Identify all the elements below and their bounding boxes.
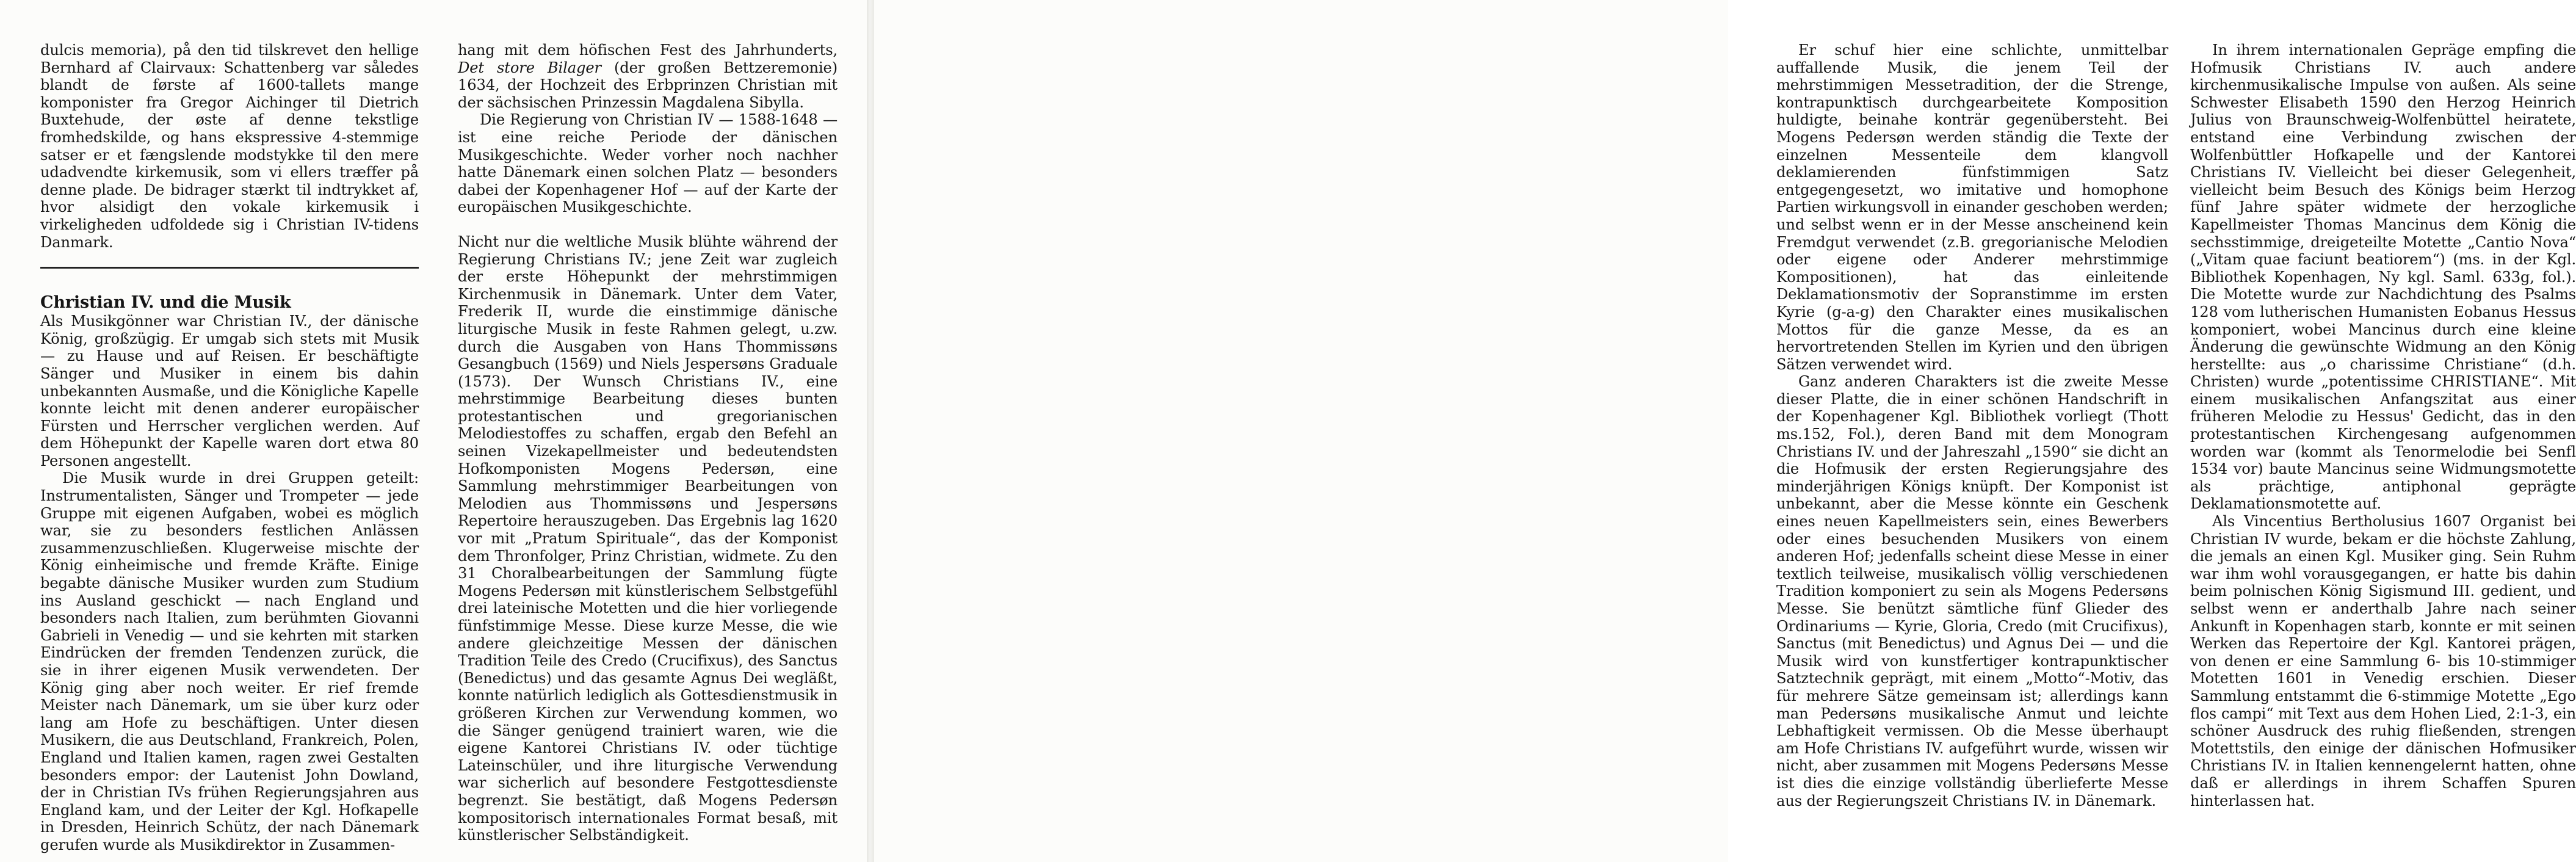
- paragraph-internationales-gepraege: In ihrem internationalen Gepräge empfing die Hofmusik Christians IV. auch andere kirchenmusikalische Impulse von außen. Als seine Schwester Elisabeth 1590 den Herzog Heinrich Julius von Braunschweig-Wolfenbüttel heiratete, entstand eine Verbindung zwischen der Wolfenbüttler Hofkapelle und der Kantorei Christians IV. Vielleicht bei dieser Gelegenheit, vielleicht beim Besuch des Königs beim Herzog fünf Jahre später widmete der herzogliche Kapellmeister Thomas Mancinus dem König die sechsstimmige, dreigeteilte Motette „Cantio Nova“ („Vitam quae faciunt beatiorem“) (ms. in der Kgl. Bibliothek Kopenhagen, Ny kgl. Saml. 633g, fol.). Die Motette wurde zur Nachdichtung des Psalms 128 vom lutherischen Humanisten Eobanus Hessus komponiert, wobei Mancinus durch eine kleine Änderung die gewünschte Widmung an den König herstellte: aus „o charissime Christiane“ (d.h. Christen) wurde „potentissime CHRISTIANE“. Mit einem musikalischen Anfangszitat aus einer früheren Melodie zu Hessus' Gedicht, das in den protestantischen Kirchengesang aufgenommen worden war (kommt als Tenormelodie bei Senfl 1534 vor) baute Mancinus seine Widmungsmotette als prächtige, antiphonal geprägte Deklamationsmotette auf.: [2190, 42, 2576, 513]
- paragraph-bertholusius: Als Vincentius Bertholusius 1607 Organist bei Christian IV wurde, bekam er die höchste Zahlung, die jemals an einen Kgl. Musiker ging. Sein Ruhm war ihm wohl vorausgegangen, er hatte bis dahin beim polnischen König Sigismund III. gedient, und selbst wenn er anderthalb Jahre nach seiner Ankunft in Kopenhagen starb, konnte er mit seinen Werken das Repertoire der Kgl. Kantorei prägen, von denen er eine Sammlung 6- bis 10-stimmiger Motetten 1601 in Venedig erschien. Dieser Sammlung entstammt die 6-stimmige Motette „Ego flos campi“ mit Text aus dem Hohen Lied, 2:1-3, ein schöner Ausdruck des ruhig fließenden, strengen Motettstils, den einige der dänischen Hofmusiker Christians IV. in Italien kennengelernt hatten, ohne daß er allerdings in ihrem Schaffen Spuren hinterlassen hat.: [2190, 513, 2576, 809]
- paragraph-regierung: Die Regierung von Christian IV — 1588-1648 — ist eine reiche Periode der dänischen Musikgeschichte. Weder vorher noch nachher hatte Dänemark einen solchen Platz — besonders dabei der Kopenhagener Hof — auf der Karte der europäischen Musikgeschichte.: [458, 111, 838, 216]
- paragraph-drei-gruppen: Die Musik wurde in drei Gruppen geteilt: Instrumentalisten, Sänger und Trompeter — jede Gruppe mit eigenen Aufgaben, wobei es möglich war, sie zu besonders festlichen Anlässen zusammenzuschließen. Klugerweise mischte der König einheimische und fremde Kräfte. Einige begabte dänische Musiker wurden zum Studium ins Ausland geschickt — nach England und besonders nach Italien, zum berühmten Giovanni Gabrieli in Venedig — und sie kehrten mit starken Eindrücken der fremden Tendenzen zurück, die sie in ihrer eigenen Musik verwendeten. Der König ging aber noch weiter. Er rief fremde Meister nach Dänemark, um sie über kurz oder lang am Hofe zu beschäftigen. Unter diesen Musikern, die aus Deutschland, Frankreich, Polen, England und Italien kamen, ragen zwei Gestalten besonders empor: der Lautenist John Dowland, der in Christian IVs frühen Regierungsjahren aus England kam, und der Leiter der Kgl. Hofkapelle in Dresden, Heinrich Schütz, der nach Dänemark gerufen wurde als Musikdirektor in Zusammen-: [40, 469, 419, 853]
- paragraph-hoefisches-fest-start: hang mit dem höfischen Fest des Jahrhunderts,: [458, 42, 838, 59]
- section-heading: Christian IV. und die Musik: [40, 293, 291, 313]
- danish-intro-paragraph: dulcis memoria), på den tid tilskrevet den hellige Bernhard af Clairvaux: Schattenberg var således blandt de første af 1600-tallets mange komponister fra Gregor Aichinger til Dietrich Buxtehude, der øste af denne tekstlige fromhedskilde, og hans ekspressive 4-stemmige satser er et fængslende modstykke til den mere udadvendte kirkemusik, som vi ellers træffer på denne plade. De bidrager stærkt til indtrykket af, hvor alsidigt den vokale kirkemusik i virkeligheden udfoldede sig i Christian IV-tidens Danmark.: [40, 42, 419, 251]
- section-divider-rule: [40, 267, 419, 269]
- paragraph-zweite-messe: Ganz anderen Charakters ist die zweite Messe dieser Platte, die in einer schönen Handschrift in der Kopenhagener Kgl. Bibliothek vorliegt (Thott ms.152, Fol.), deren Band mit dem Monogram Christians IV. und der Jahreszahl „1590“ sie dicht an die Hofmusik der ersten Regierungsjahre des minderjährigen Königs knüpft. Der Komponist ist unbekannt, aber die Messe könnte ein Geschenk eines neuen Kapellmeisters sein, eines Bewerbers oder eines besuchenden Musikers von einem anderen Hof; jedenfalls scheint diese Messe in einer textlich teilweise, musikalisch völlig verschiedenen Tradition komponiert zu sein als Mogens Pedersøns Messe. Sie benützt sämtliche fünf Glieder des Ordinariums — Kyrie, Gloria, Credo (mit Crucifixus), Sanctus (mit Benedictus) und Agnus Dei — und die Musik wird von kunstfertiger kontrapunktischer Satztechnik geprägt, mit einem „Motto“-Motiv, das für mehrere Sätze gemeinsam ist; allerdings kann man Pedersøns musikalische Anmut und leichte Lebhaftigkeit vermissen. Ob die Messe überhaupt am Hofe Christians IV. aufgeführt wurde, wissen wir nicht, aber zusammen mit Mogens Pedersøns Messe ist dies die einzige vollständig überlieferte Messe aus der Regierungszeit Christians IV. in Dänemark.: [1776, 373, 2168, 809]
- det-store-bilager-title: Det store Bilager: [458, 59, 601, 76]
- right-page: [874, 0, 2576, 862]
- paragraph-hoefisches-fest: [458, 42, 838, 111]
- column-2: [458, 42, 838, 844]
- paragraph-kirchenmusik: Nicht nur die weltliche Musik blühte während der Regierung Christians IV.; jene Zeit war zugleich der erste Höhepunkt der mehrstimmigen Kirchenmusik in Dänemark. Unter dem Vater, Frederik II, wurde die einstimmige dänische liturgische Musik in feste Rahmen gelegt, u.zw. durch die Ausgaben von Hans Thommissøns Gesangbuch (1569) und Niels Jespersøns Graduale (1573). Der Wunsch Christians IV., eine mehrstimmige Bearbeitung dieses bunten protestantischen und gregorianischen Melodiestoffes zu schaffen, ergab den Befehl an seinen Vizekapellmeister und bedeutendsten Hofkomponisten Mogens Pedersøn, eine Sammlung mehrstimmiger Bearbeitungen von Melodien aus Thommissøns und Jespersøns Repertoire herauszugeben. Das Ergebnis lag 1620 vor mit „Pratum Spirituale“, das der Komponist dem Thronfolger, Prinz Christian, widmete. Zu den 31 Choralbearbeitungen der Sammlung fügte Mogens Pedersøn mit künstlerischem Selbstgefühl drei lateinische Motetten und die hier vorliegende fünfstimmige Messe. Diese kurze Messe, die wie andere gleichzeitige Messen der dänischen Tradition Teile des Credo (Crucifixus), des Sanctus (Benedictus) und das gesamte Agnus Dei wegläßt, konnte natürlich lediglich als Gottesdienstmusik in größeren Kirchen zur Verwendung kommen, wo die Sänger genügend trainiert waren, wie die eigene Kantorei Christians IV. oder tüchtige Lateinschüler, und ihre liturgische Verwendung war sicherlich auf besondere Festgottesdienste begrenzt. Sie bestätigt, daß Mogens Pedersøn kompositorisch internationales Format besaß, mit künstlerischer Selbständigkeit.: [458, 233, 838, 844]
- paragraph-hoefisches-fest-end: (der großen Bettzeremonie) 1634, der Hochzeit des Erbprinzen Christian mit der sächsischen Prinzessin Magdalena Sibylla.: [458, 59, 838, 111]
- paragraph-musikgoenner: Als Musikgönner war Christian IV., der dänische König, großzügig. Er umgab sich stets mit Musik — zu Hause und auf Reisen. Er beschäftigte Sänger und Musiker in einem bis dahin unbekannten Ausmaße, und die Königliche Kapelle konnte leicht mit denen anderer europäischer Fürsten und Herrscher verglichen werden. Auf dem Höhepunkt der Kapelle waren dort etwa 80 Personen angestellt.: [40, 313, 419, 469]
- column-4: [2190, 42, 2576, 809]
- column-1: [40, 42, 419, 854]
- left-page: [0, 0, 867, 862]
- column-3: [1776, 42, 2168, 809]
- paragraph-schlichte-musik: Er schuf hier eine schlichte, unmittelbar auffallende Musik, die jenem Teil der mehrstimmigen Messetradition, der die Strenge, kontrapunktisch durchgearbeitete Komposition huldigte, beinahe konträr gegenübersteht. Bei Mogens Pedersøn werden ständig die Texte der einzelnen Messenteile dem klangvoll deklamierenden fünfstimmigen Satz entgegengesetzt, wo imitative und homophone Partien wirkungsvoll in einander geschoben werden; und selbst wenn er in der Messe anscheinend kein Fremdgut verwendet (z.B. gregorianische Melodien oder eigene oder Anderer mehrstimmige Kompositionen), hat das einleitende Deklamationsmotiv der Sopranstimme im ersten Kyrie (g-a-g) den Charakter eines musikalischen Mottos für die ganze Messe, da es an hervortretenden Stellen im Kyrien und den übrigen Sätzen verwendet wird.: [1776, 42, 2168, 373]
- book-gutter: [867, 0, 874, 862]
